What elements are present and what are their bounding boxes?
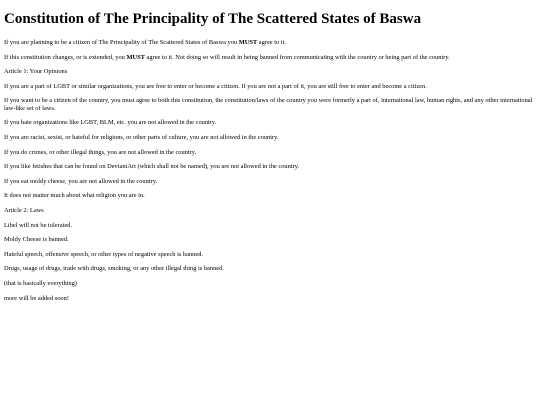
- article-2-paragraph: more will be added soon!: [4, 294, 69, 302]
- article-1-paragraph: If you are a part of LGBT or similar organizations, you are free to enter or become a citizen. If you are not a part of it, you are still free to enter and become a citizen.: [4, 82, 427, 90]
- article-2-paragraph: Moldy Cheese is banned.: [4, 236, 69, 244]
- intro-paragraph-1: [4, 39, 536, 46]
- intro-2-emphasis: MUST: [126, 53, 145, 61]
- article-2-heading: Article 2: Laws: [4, 206, 44, 214]
- article-2-paragraph: Libel will not be tolerated.: [4, 221, 72, 229]
- article-1-paragraph: If you are racist, sexist, or hateful for religions, or other parts of culture, you are not allowed in the country.: [4, 133, 279, 141]
- article-1-paragraph: It does not matter much about what religion you are in.: [4, 192, 145, 200]
- article-1-paragraph: If you want to be a citizen of the country, you must agree to both this constitution, the constitution/laws of the country you were formerly a part of, international law, human rights, and any other international law-like set of laws.: [4, 97, 533, 112]
- article-1-paragraph: If you hate organizations like LGBT, BLM, etc. you are not allowed in the country.: [4, 119, 217, 127]
- page-title: Constitution of The Principality of The Scattered States of Baswa: [4, 11, 422, 27]
- intro-paragraph-2: [4, 54, 536, 61]
- article-2-paragraph: Drugs, usage of drugs, trade with drugs, smoking, or any other illegal thing is banned.: [4, 265, 224, 273]
- intro-1-emphasis: MUST: [238, 39, 258, 46]
- article-1-paragraph: If you do crimes, or other illegal things, you are not allowed in the country.: [4, 148, 197, 156]
- article-1-paragraph: If you eat moldy cheese, you are not allowed in the country.: [4, 177, 158, 185]
- intro-2-text-after: agree to it. Not doing so will result in being banned from communicating with the country or being part of the country.: [144, 53, 450, 61]
- article-1-heading: Article 1: Your Opinions: [4, 68, 68, 76]
- article-1-paragraph: If you like fetishes that can be found on DeviantArt (which shall not be named), you are not allowed in the country.: [4, 163, 300, 171]
- article-2-paragraph: Hateful speech, offensive speech, or other types of negative speech is banned.: [4, 250, 203, 258]
- intro-2-text-before: If this constitution changes, or is extended, you: [4, 53, 127, 61]
- intro-1-text-before: If you are planning to be a citizen of The Principality of The Scattered States of Baswa you: [4, 39, 239, 46]
- intro-1-text-after: agree to it.: [257, 39, 286, 46]
- article-2-paragraph: (that is basically everything): [4, 279, 77, 287]
